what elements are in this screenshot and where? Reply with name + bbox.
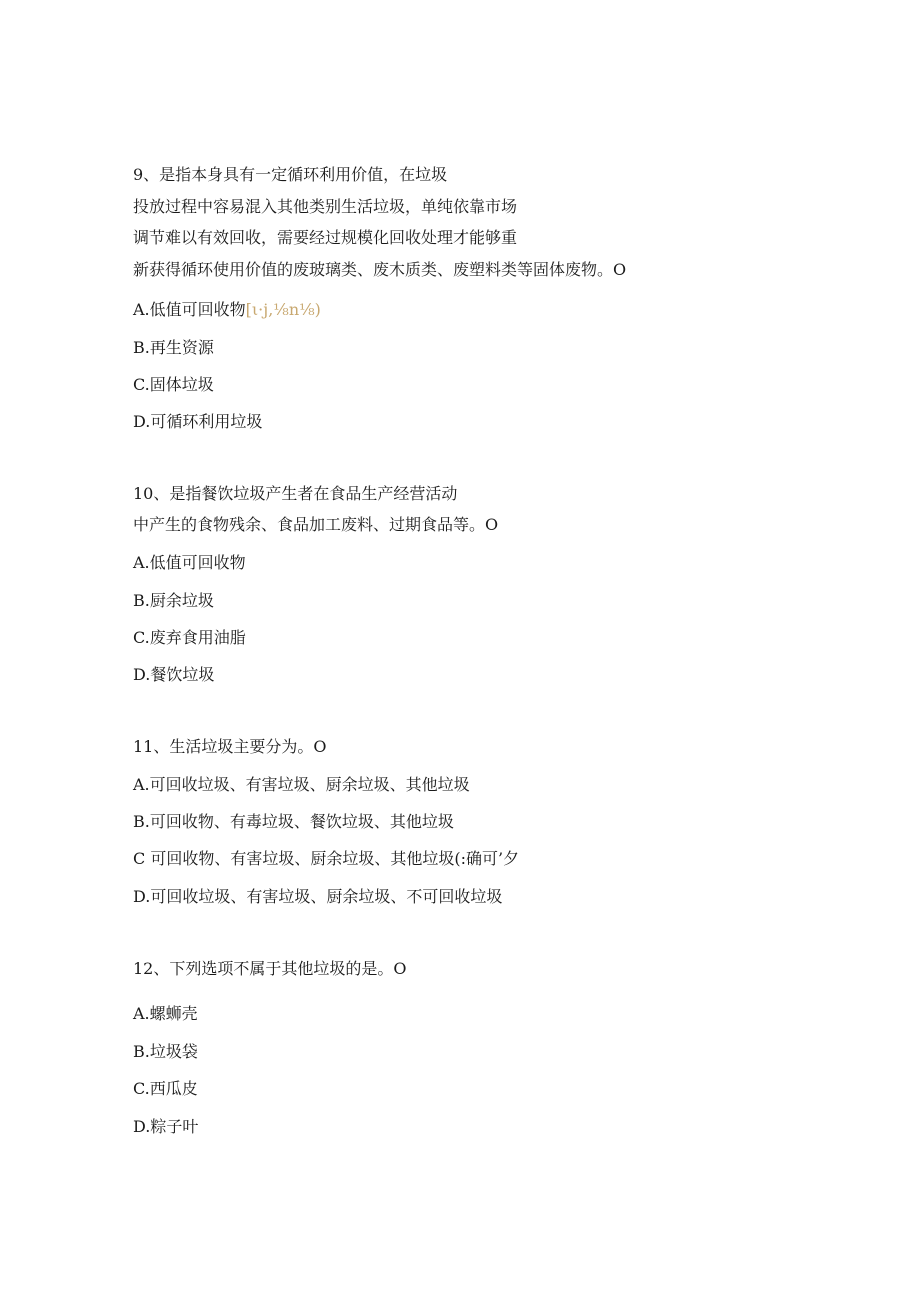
option-a	[133, 300, 321, 320]
option-c: C.西瓜皮	[133, 1079, 198, 1098]
question-stem-line: 调节难以有效回收，需要经过规模化回收处理才能够重	[133, 228, 518, 247]
option-a: A.可回收垃圾、有害垃圾、厨余垃圾、其他垃圾	[133, 775, 470, 794]
option-c: C.废弃食用油脂	[133, 628, 246, 647]
option-a: A.低值可回收物	[133, 553, 246, 572]
option-d: D.可循环利用垃圾	[133, 412, 263, 431]
question-stem-line: 12、下列选项不属于其他垃圾的是。O	[133, 959, 407, 978]
question-stem-line: 投放过程中容易混入其他类别生活垃圾，单纯依靠市场	[133, 197, 518, 216]
option-c: C.固体垃圾	[133, 375, 214, 394]
option-b: B.再生资源	[133, 338, 214, 357]
option-b: B.可回收物、有毒垃圾、餐饮垃圾、其他垃圾	[133, 812, 454, 831]
answer-annotation: [ι·j,⅛n⅛)	[245, 300, 321, 319]
option-b: B.厨余垃圾	[133, 591, 214, 610]
option-c: C 可回收物、有害垃圾、厨余垃圾、其他垃圾(:确可’夕	[133, 849, 520, 868]
question-stem-line: 10、是指餐饮垃圾产生者在食品生产经营活动	[133, 484, 458, 503]
option-d: D.餐饮垃圾	[133, 665, 215, 684]
question-stem-line: 11、生活垃圾主要分为。O	[133, 737, 327, 756]
question-stem-line: 9、是指本身具有一定循环利用价值，在垃圾	[133, 165, 448, 184]
option-text: A.低值可回收物	[133, 300, 246, 319]
option-b: B.垃圾袋	[133, 1042, 198, 1061]
question-stem-line: 中产生的食物残余、食品加工废料、过期食品等。O	[133, 515, 499, 534]
option-d: D.可回收垃圾、有害垃圾、厨余垃圾、不可回收垃圾	[133, 887, 503, 906]
option-d: D.粽子叶	[133, 1117, 199, 1136]
question-stem-line: 新获得循环使用价值的废玻璃类、废木质类、废塑料类等固体废物。O	[133, 260, 627, 279]
option-a: A.螺蛳壳	[133, 1004, 198, 1023]
